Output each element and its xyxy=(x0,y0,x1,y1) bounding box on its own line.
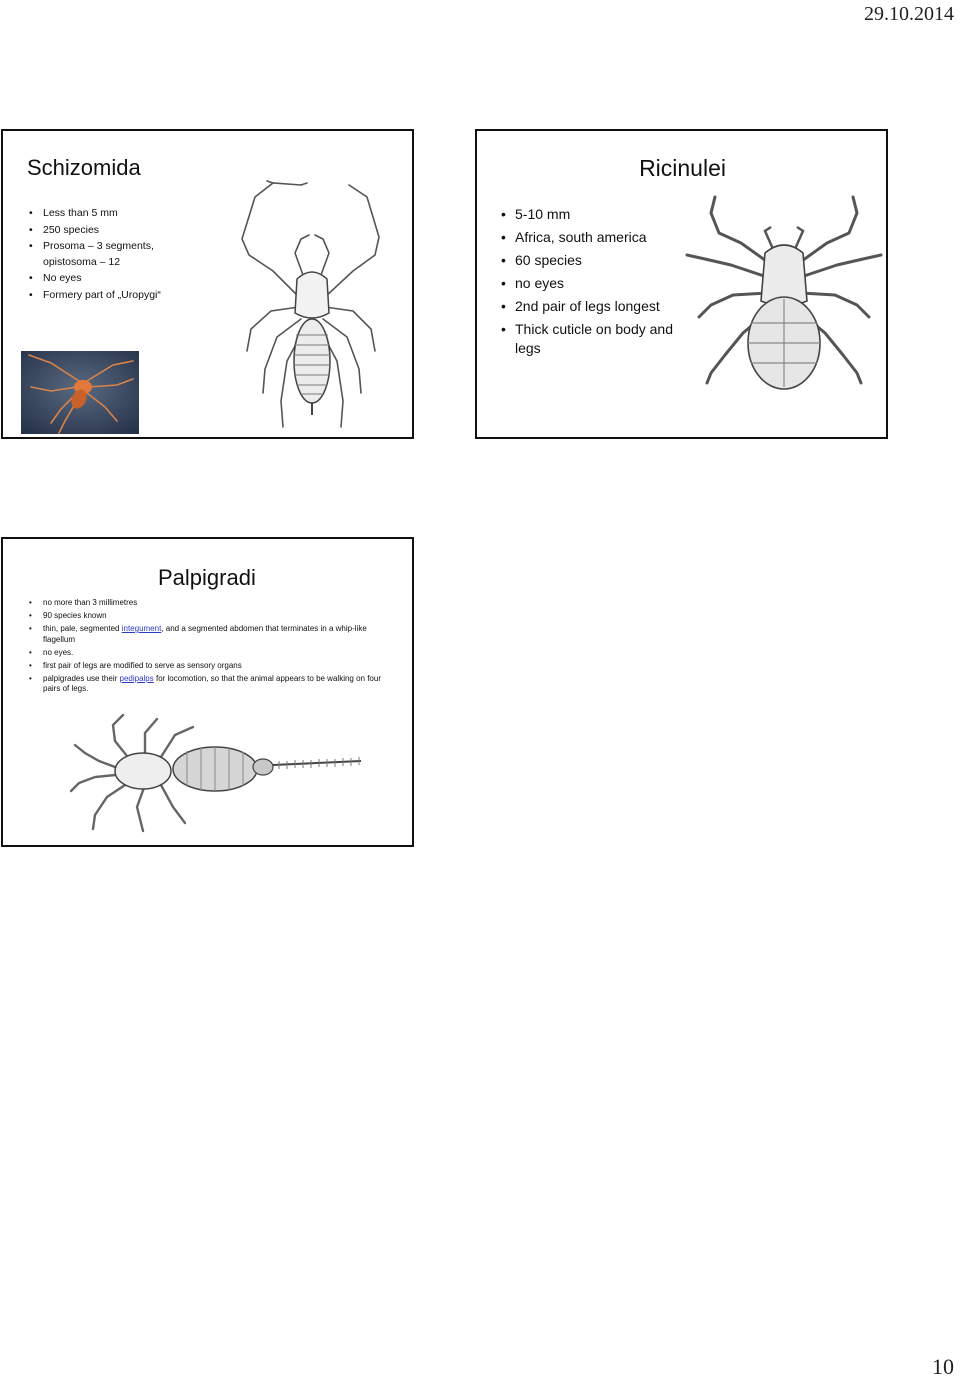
bullet-list xyxy=(501,205,681,362)
schizomid-photo xyxy=(21,351,139,434)
bullet-item: • 60 species xyxy=(501,251,681,270)
bullet-text: for locomotion, so that the animal appears to be walking on four pairs of legs. xyxy=(43,673,381,693)
bullet-item: • first pair of legs are modified to serve as sensory organs xyxy=(29,661,399,672)
bullet-item: • Less than 5 mm xyxy=(29,206,189,222)
page-date: 29.10.2014 xyxy=(864,3,954,25)
bullet-item: • Africa, south america xyxy=(501,228,681,247)
bullet-item: • 2nd pair of legs longest xyxy=(501,297,681,316)
integument-link[interactable]: integument xyxy=(121,624,162,633)
pedipalps-link[interactable]: pedipalps xyxy=(119,673,154,683)
bullet-item: • Thick cuticle on body and legs xyxy=(501,320,681,358)
slide-palpigradi xyxy=(1,537,414,847)
slide-ricinulei xyxy=(475,129,888,439)
bullet-item: • 250 species xyxy=(29,223,189,239)
slide-title: Ricinulei xyxy=(639,155,726,181)
bullet-item: • Prosoma – 3 segments, opistosoma – 12 xyxy=(29,239,189,270)
bullet-item: • no eyes. xyxy=(29,648,399,659)
ricinulei-illustration xyxy=(681,193,887,399)
bullet-item: • 5-10 mm xyxy=(501,205,681,224)
bullet-text: thin, pale, segmented xyxy=(43,624,122,633)
bullet-item: • 90 species known xyxy=(29,611,399,622)
slide-title: Schizomida xyxy=(27,155,141,180)
page-number: 10 xyxy=(932,1354,954,1379)
slide-schizomida xyxy=(1,129,414,439)
palpigradi-illustration xyxy=(65,711,365,839)
bullet-item: • no more than 3 millimetres xyxy=(29,598,399,609)
slide-title: Palpigradi xyxy=(158,565,256,590)
schizomid-illustration xyxy=(237,179,387,431)
bullet-text: palpigrades use their xyxy=(43,673,120,683)
bullet-item xyxy=(29,674,399,695)
bullet-text: , and a segmented abdomen that terminates in a whip-like flagellum xyxy=(43,624,367,644)
bullet-item xyxy=(29,624,399,645)
bullet-item: • No eyes xyxy=(29,271,189,287)
bullet-list xyxy=(29,598,399,697)
bullet-item: • no eyes xyxy=(501,274,681,293)
bullet-list xyxy=(29,206,189,304)
bullet-item: • Formery part of „Uropygi“ xyxy=(29,288,189,304)
